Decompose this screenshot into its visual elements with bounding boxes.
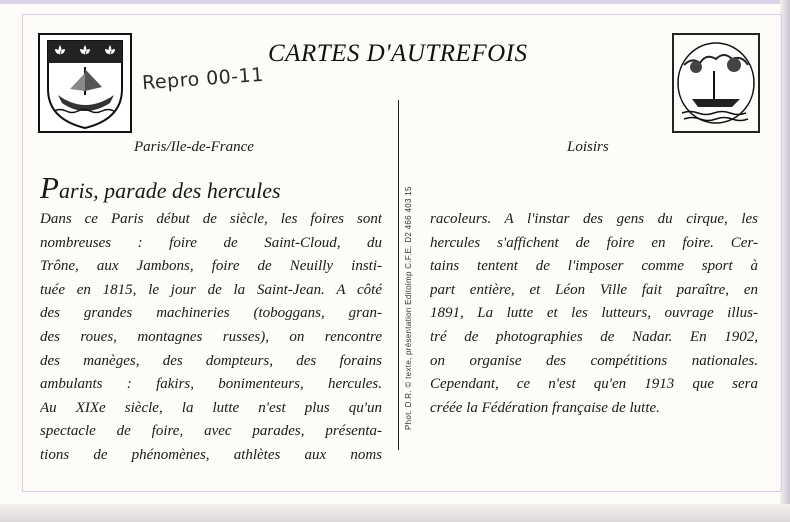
text-line: Dans ce Paris début de siècle, les foires sont	[40, 211, 382, 227]
text-line: des manèges, des dompteurs, des forains	[40, 352, 382, 369]
text-line: des grandes machineries (toboggans, gran-	[40, 305, 382, 322]
photo-credit: Phot. D.R. © texte, présentation Editoimp C.F.E. D2 466 403 15	[404, 186, 413, 430]
series-title: CARTES D'AUTREFOIS	[268, 40, 528, 67]
text-line: tré de photographies de Nadar. En 1902,	[430, 328, 758, 345]
article-left-column	[40, 208, 382, 468]
text-line: ambulants : fakirs, bonimenteurs, hercules.	[40, 376, 382, 393]
text-line: Cependant, ce n'est qu'en 1913 que sera	[430, 376, 758, 393]
region-label: Paris/Ile-de-France	[134, 139, 254, 155]
text-line: racoleurs. A l'instar des gens du cirque, les	[430, 211, 758, 227]
handwritten-note: Repro 00-11	[141, 63, 265, 95]
text-line: part entière, et Léon Ville fait paraître, en	[430, 281, 758, 298]
heading-rest: aris, parade des hercules	[58, 178, 281, 203]
text-line: des roues, montagnes russes), on rencontre	[40, 328, 382, 345]
article-heading	[40, 170, 281, 206]
category-label: Loisirs	[567, 139, 609, 155]
text-line: créée la Fédération française de lutte.	[430, 399, 660, 416]
heading-initial: P	[40, 170, 59, 205]
text-line: Trône, aux Jambons, foire de Neuilly insti-	[40, 258, 382, 275]
paris-coat-of-arms-icon	[38, 33, 132, 133]
text-line: Au XIXe siècle, la lutte n'est plus qu'un	[40, 399, 382, 416]
text-line: tions de phénomènes, athlètes aux noms	[40, 446, 382, 463]
text-line: hercules s'affichent de foire en foire. Cer-	[430, 234, 758, 251]
center-divider	[398, 100, 399, 450]
text-line: 1891, La lutte et les lutteurs, ouvrage illus-	[430, 305, 758, 322]
text-line: on organise des compétitions nationales.	[430, 352, 758, 369]
text-line: tains tentent de l'imposer comme sport à	[430, 258, 758, 275]
boat-river-emblem-icon	[672, 33, 760, 133]
text-line: nombreuses : foire de Saint-Cloud, du	[40, 234, 382, 251]
article-right-column	[430, 208, 758, 420]
text-line: tuée en 1815, le jour de la Saint-Jean. A côté	[40, 281, 382, 298]
text-line: spectacle de foire, avec parades, présenta-	[40, 423, 382, 440]
